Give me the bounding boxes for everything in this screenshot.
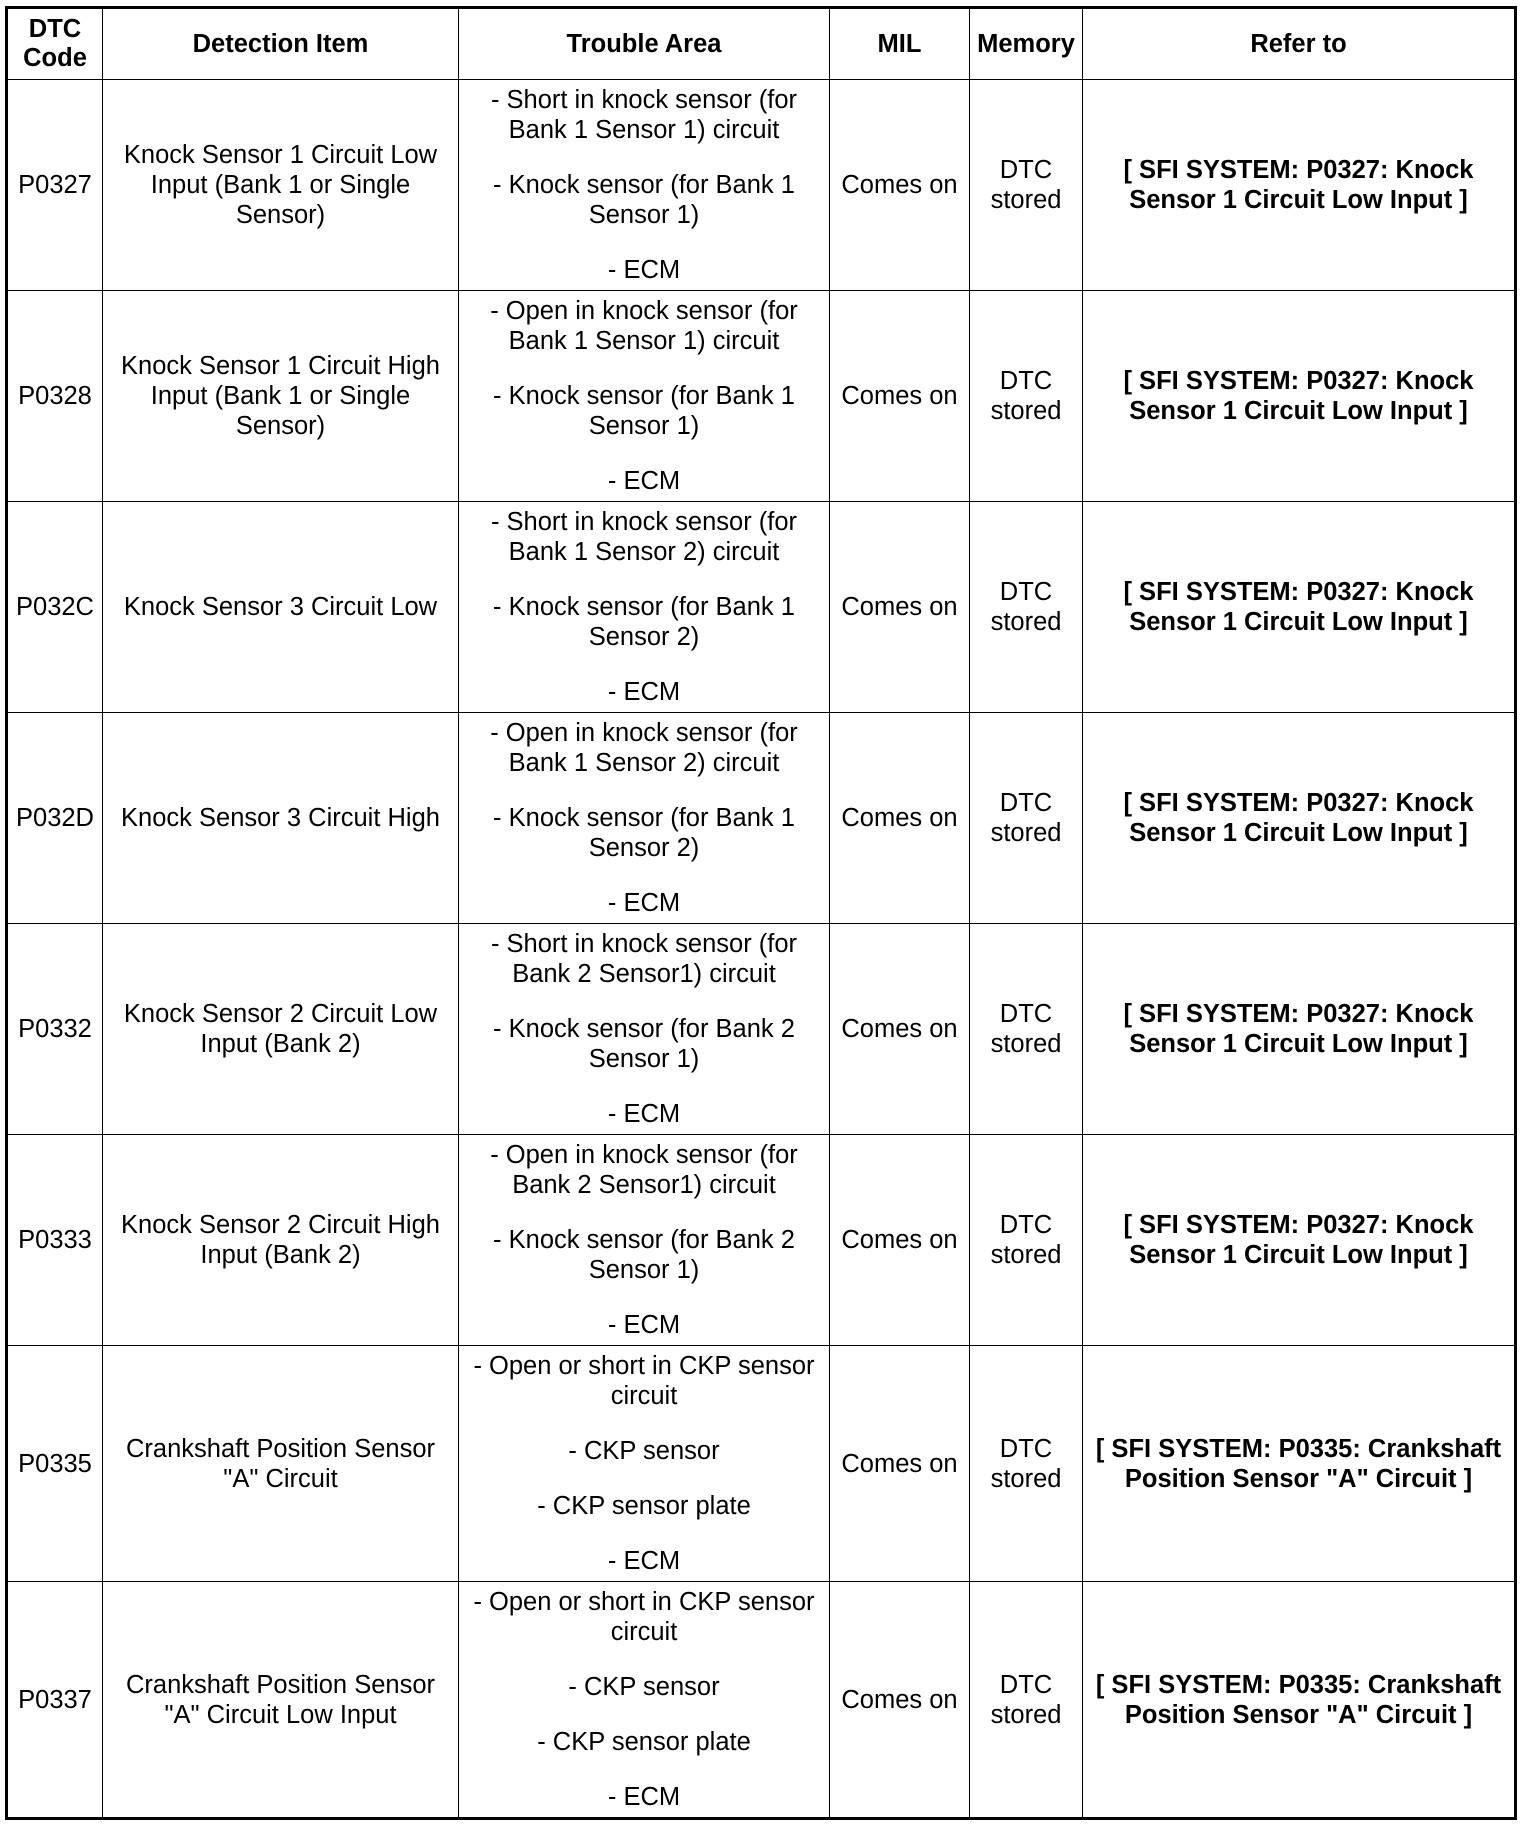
trouble-area-cell xyxy=(459,924,830,1135)
refer-to-cell: [ SFI SYSTEM: P0327: Knock Sensor 1 Circuit Low Input ] xyxy=(1083,80,1516,291)
memory-cell: DTC stored xyxy=(970,1346,1083,1582)
header-trouble-area: Trouble Area xyxy=(459,8,830,80)
dtc-table xyxy=(5,6,1517,1820)
trouble-area-line: - ECM xyxy=(607,1100,681,1128)
trouble-area-line: - Knock sensor (for Bank 1 Sensor 2) xyxy=(493,593,795,651)
mil-cell: Comes on xyxy=(830,924,970,1135)
dtc-code-cell: P032C xyxy=(7,502,103,713)
detection-item-cell: Knock Sensor 2 Circuit High Input (Bank 2) xyxy=(103,1135,459,1346)
trouble-area-cell xyxy=(459,80,830,291)
table-row xyxy=(7,1582,1516,1819)
trouble-area-line: - Open or short in CKP sensor circuit xyxy=(473,1352,815,1410)
trouble-area-line: - Short in knock sensor (for Bank 2 Sensor1) circuit xyxy=(490,930,798,988)
refer-to-cell: [ SFI SYSTEM: P0327: Knock Sensor 1 Circuit Low Input ] xyxy=(1083,291,1516,502)
table-row xyxy=(7,713,1516,924)
header-dtc-code: DTC Code xyxy=(7,8,103,80)
trouble-area-line: - ECM xyxy=(607,889,681,917)
memory-cell: DTC stored xyxy=(970,80,1083,291)
dtc-code-cell: P0328 xyxy=(7,291,103,502)
header-detection-item: Detection Item xyxy=(103,8,459,80)
header-row xyxy=(7,8,1516,80)
memory-cell: DTC stored xyxy=(970,924,1083,1135)
detection-item-cell: Knock Sensor 2 Circuit Low Input (Bank 2) xyxy=(103,924,459,1135)
trouble-area-line: - Open in knock sensor (for Bank 1 Sensor 1) circuit xyxy=(490,297,798,355)
refer-to-cell: [ SFI SYSTEM: P0335: Crankshaft Position Sensor "A" Circuit ] xyxy=(1083,1346,1516,1582)
trouble-area-cell xyxy=(459,1135,830,1346)
mil-cell: Comes on xyxy=(830,713,970,924)
trouble-area-line: - CKP sensor plate xyxy=(537,1492,751,1520)
table-row xyxy=(7,502,1516,713)
trouble-area-line: - Knock sensor (for Bank 1 Sensor 1) xyxy=(493,171,795,229)
mil-cell: Comes on xyxy=(830,291,970,502)
table-row xyxy=(7,291,1516,502)
refer-to-cell: [ SFI SYSTEM: P0327: Knock Sensor 1 Circuit Low Input ] xyxy=(1083,713,1516,924)
mil-cell: Comes on xyxy=(830,1135,970,1346)
trouble-area-line: - ECM xyxy=(607,1311,681,1339)
trouble-area-line: - CKP sensor xyxy=(568,1673,720,1701)
trouble-area-line: - ECM xyxy=(607,678,681,706)
trouble-area-line: - Knock sensor (for Bank 1 Sensor 2) xyxy=(493,804,795,862)
detection-item-cell: Knock Sensor 1 Circuit High Input (Bank 1 or Single Sensor) xyxy=(103,291,459,502)
mil-cell: Comes on xyxy=(830,502,970,713)
trouble-area-line: - Knock sensor (for Bank 1 Sensor 1) xyxy=(493,382,795,440)
trouble-area-line: - CKP sensor plate xyxy=(537,1728,751,1756)
refer-to-cell: [ SFI SYSTEM: P0335: Crankshaft Position Sensor "A" Circuit ] xyxy=(1083,1582,1516,1819)
memory-cell: DTC stored xyxy=(970,291,1083,502)
dtc-code-cell: P032D xyxy=(7,713,103,924)
memory-cell: DTC stored xyxy=(970,1135,1083,1346)
dtc-code-cell: P0327 xyxy=(7,80,103,291)
dtc-code-cell: P0333 xyxy=(7,1135,103,1346)
header-memory: Memory xyxy=(970,8,1083,80)
trouble-area-line: - Knock sensor (for Bank 2 Sensor 1) xyxy=(493,1226,795,1284)
trouble-area-cell xyxy=(459,291,830,502)
refer-to-cell: [ SFI SYSTEM: P0327: Knock Sensor 1 Circuit Low Input ] xyxy=(1083,502,1516,713)
header-refer-to: Refer to xyxy=(1083,8,1516,80)
trouble-area-line: - ECM xyxy=(607,467,681,495)
table-row xyxy=(7,1135,1516,1346)
detection-item-cell: Crankshaft Position Sensor "A" Circuit Low Input xyxy=(103,1582,459,1819)
detection-item-cell: Crankshaft Position Sensor "A" Circuit xyxy=(103,1346,459,1582)
refer-to-cell: [ SFI SYSTEM: P0327: Knock Sensor 1 Circuit Low Input ] xyxy=(1083,1135,1516,1346)
detection-item-cell: Knock Sensor 1 Circuit Low Input (Bank 1 or Single Sensor) xyxy=(103,80,459,291)
mil-cell: Comes on xyxy=(830,1346,970,1582)
memory-cell: DTC stored xyxy=(970,713,1083,924)
trouble-area-line: - Knock sensor (for Bank 2 Sensor 1) xyxy=(493,1015,795,1073)
dtc-code-cell: P0332 xyxy=(7,924,103,1135)
mil-cell: Comes on xyxy=(830,1582,970,1819)
trouble-area-cell xyxy=(459,1582,830,1819)
trouble-area-line: - Open or short in CKP sensor circuit xyxy=(473,1588,815,1646)
trouble-area-line: - ECM xyxy=(607,1783,681,1811)
detection-item-cell: Knock Sensor 3 Circuit High xyxy=(103,713,459,924)
memory-cell: DTC stored xyxy=(970,1582,1083,1819)
dtc-code-cell: P0337 xyxy=(7,1582,103,1819)
table-row xyxy=(7,924,1516,1135)
header-mil: MIL xyxy=(830,8,970,80)
trouble-area-cell xyxy=(459,713,830,924)
detection-item-cell: Knock Sensor 3 Circuit Low xyxy=(103,502,459,713)
trouble-area-line: - Open in knock sensor (for Bank 1 Sensor 2) circuit xyxy=(490,719,798,777)
mil-cell: Comes on xyxy=(830,80,970,291)
dtc-code-cell: P0335 xyxy=(7,1346,103,1582)
trouble-area-line: - ECM xyxy=(607,1547,681,1575)
trouble-area-line: - Short in knock sensor (for Bank 1 Sensor 1) circuit xyxy=(490,86,798,144)
trouble-area-cell xyxy=(459,502,830,713)
refer-to-cell: [ SFI SYSTEM: P0327: Knock Sensor 1 Circuit Low Input ] xyxy=(1083,924,1516,1135)
trouble-area-cell xyxy=(459,1346,830,1582)
trouble-area-line: - Short in knock sensor (for Bank 1 Sensor 2) circuit xyxy=(490,508,798,566)
trouble-area-line: - CKP sensor xyxy=(568,1437,720,1465)
table-row xyxy=(7,80,1516,291)
memory-cell: DTC stored xyxy=(970,502,1083,713)
table-row xyxy=(7,1346,1516,1582)
trouble-area-line: - Open in knock sensor (for Bank 2 Sensor1) circuit xyxy=(490,1141,798,1199)
trouble-area-line: - ECM xyxy=(607,256,681,284)
